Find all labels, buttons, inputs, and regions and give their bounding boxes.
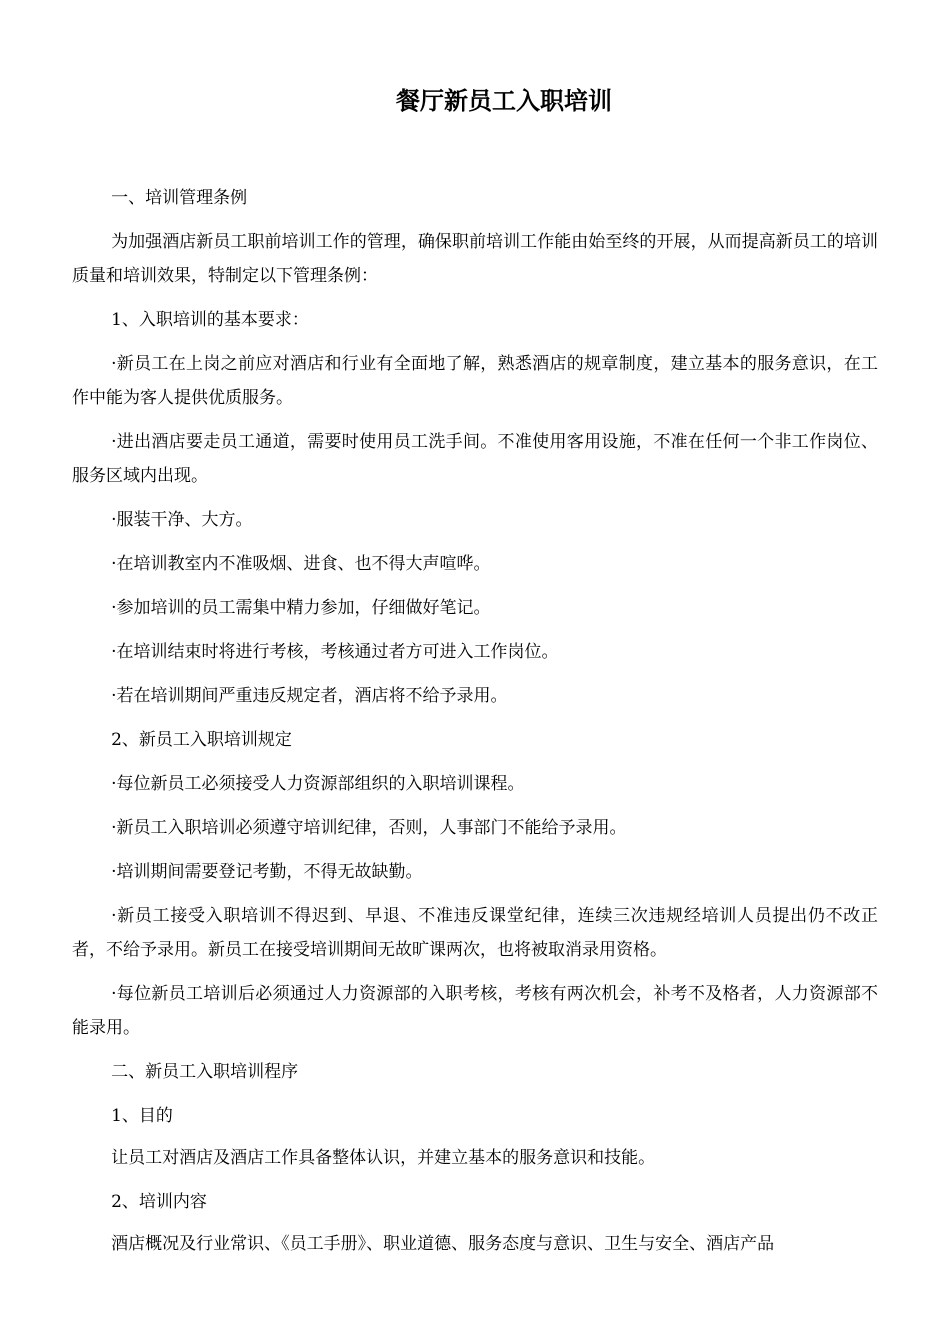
paragraph-training-content: 酒店概况及行业常识、《员工手册》、职业道德、服务态度与意识、卫生与安全、酒店产品 xyxy=(111,1234,775,1254)
bullet-item: ·新员工在上岗之前应对酒店和行业有全面地了解，熟悉酒店的规章制度，建立基本的服务意识，在工作中能为客人提供优质服务。 xyxy=(72,354,878,408)
bullet-item: ·在培训结束时将进行考核，考核通过者方可进入工作岗位。 xyxy=(111,642,559,662)
document-title: 餐厅新员工入职培训 xyxy=(396,87,612,115)
subheading-training-rules: 2、新员工入职培训规定 xyxy=(111,730,292,750)
bullet-item: ·培训期间需要登记考勤，不得无故缺勤。 xyxy=(111,862,423,882)
bullet-item: ·每位新员工必须接受人力资源部组织的入职培训课程。 xyxy=(111,774,525,794)
document-body xyxy=(72,181,878,1271)
bullet-item: ·进出酒店要走员工通道，需要时使用员工洗手间。不准使用客用设施，不准在任何一个非工作岗位、服务区域内出现。 xyxy=(72,432,878,486)
section-heading-2: 二、新员工入职培训程序 xyxy=(111,1062,299,1082)
subheading-basic-requirements: 1、入职培训的基本要求： xyxy=(111,310,309,330)
bullet-item: ·服装干净、大方。 xyxy=(111,510,253,530)
paragraph-purpose: 让员工对酒店及酒店工作具备整体认识，并建立基本的服务意识和技能。 xyxy=(111,1148,656,1168)
bullet-item: ·新员工入职培训必须遵守培训纪律，否则，人事部门不能给予录用。 xyxy=(111,818,627,838)
bullet-item: ·每位新员工培训后必须通过人力资源部的入职考核，考核有两次机会，补考不及格者，人力资源部不能录用。 xyxy=(72,984,878,1038)
bullet-item: ·新员工接受入职培训不得迟到、早退、不准违反课堂纪律，连续三次违规经培训人员提出仍不改正者，不给予录用。新员工在接受培训期间无故旷课两次，也将被取消录用资格。 xyxy=(72,906,878,960)
bullet-item: ·在培训教室内不准吸烟、进食、也不得大声喧哗。 xyxy=(111,554,491,574)
subheading-training-content: 2、培训内容 xyxy=(111,1192,207,1212)
bullet-item: ·若在培训期间严重违反规定者，酒店将不给予录用。 xyxy=(111,686,508,706)
subheading-purpose: 1、目的 xyxy=(111,1106,173,1126)
section-heading-1: 一、培训管理条例 xyxy=(111,188,248,208)
paragraph-intro: 为加强酒店新员工职前培训工作的管理，确保职前培训工作能由始至终的开展，从而提高新员工的培训质量和培训效果，特制定以下管理条例： xyxy=(72,232,878,286)
bullet-item: ·参加培训的员工需集中精力参加，仔细做好笔记。 xyxy=(111,598,491,618)
